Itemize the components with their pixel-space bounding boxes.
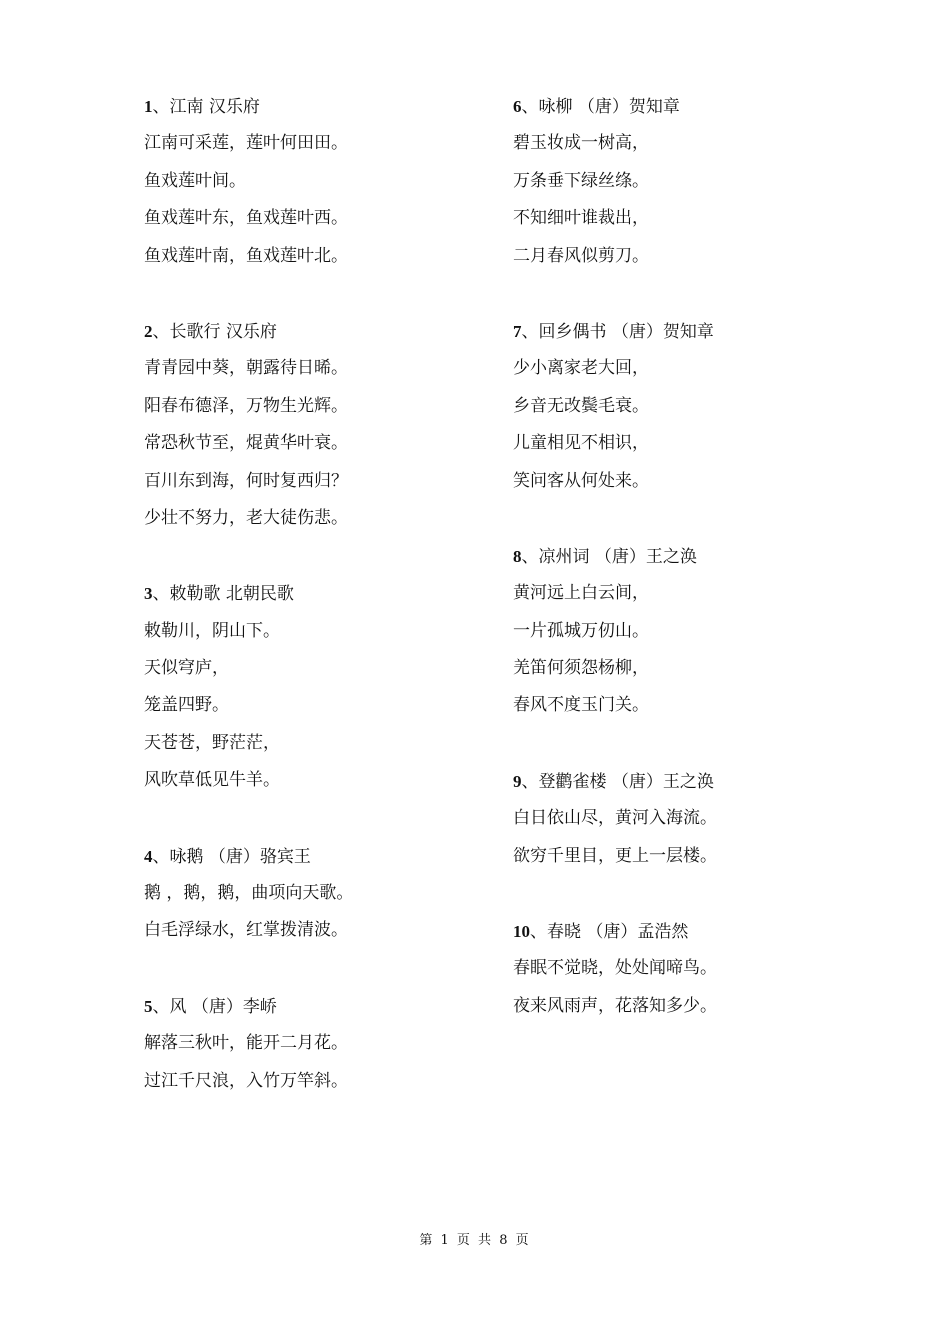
poem-number: 8 (513, 546, 522, 566)
poem-2 (144, 313, 474, 537)
poem-number: 6 (513, 97, 522, 116)
poem-line: 鱼戏莲叶南，鱼戏莲叶北。 (144, 245, 348, 266)
poem-title (144, 575, 474, 612)
poem-line: 敕勒川，阴山下。 (144, 620, 280, 641)
poem-line: 春风不度玉门关。 (513, 695, 649, 716)
poem-title (513, 88, 843, 125)
poem-10 (513, 913, 843, 1025)
poem-title-text: 、敕勒歌 北朝民歌 (152, 584, 294, 605)
poem-5 (144, 988, 474, 1100)
poem-line: 白毛浮绿水，红掌拨清波。 (144, 920, 348, 941)
poem-title (513, 763, 843, 800)
poem-title-text: 、回乡偶书 （唐）贺知章 (521, 321, 714, 342)
poem-line: 常恐秋节至，焜黄华叶衰。 (144, 433, 348, 454)
poem-number: 7 (513, 321, 522, 341)
poem-title-text: 、长歌行 汉乐府 (152, 321, 277, 342)
poem-title (144, 838, 474, 875)
poem-title (144, 313, 474, 350)
poem-line: 春眠不觉晓，处处闻啼鸟。 (513, 958, 717, 979)
poem-line: 欲穷千里目，更上一层楼。 (513, 845, 717, 866)
poem-line: 儿童相见不相识， (513, 433, 649, 454)
poem-number: 1 (144, 97, 153, 116)
poem-line: 百川东到海，何时复西归？ (144, 470, 348, 491)
poem-line: 鱼戏莲叶间。 (144, 170, 246, 191)
poem-line: 夜来风雨声，花落知多少。 (513, 995, 717, 1016)
poem-line: 万条垂下绿丝绦。 (513, 170, 649, 191)
poem-number: 5 (144, 996, 153, 1016)
poem-title-text: 、咏鹅 （唐）骆宾王 (152, 846, 311, 867)
poem-line: 阳春布德泽，万物生光辉。 (144, 395, 348, 416)
poem-title-text: 、风 （唐）李峤 (152, 996, 277, 1017)
poem-line: 乡音无改鬓毛衰。 (513, 395, 649, 416)
poem-line: 江南可采莲，莲叶何田田。 (144, 133, 348, 154)
poem-line: 过江千尺浪，入竹万竿斜。 (144, 1070, 348, 1091)
poem-7 (513, 313, 843, 500)
poem-line: 黄河远上白云间， (513, 583, 649, 604)
page-footer: 第 1 页 共 8 页 (419, 1233, 531, 1248)
poem-title-text: 、春晓 （唐）孟浩然 (530, 922, 689, 943)
poem-line: 少小离家老大回， (513, 358, 649, 379)
poem-line: 碧玉妆成一树高， (513, 133, 649, 154)
poem-number: 9 (513, 771, 522, 791)
poem-line: 不知细叶谁裁出， (513, 208, 649, 229)
poem-number: 2 (144, 321, 153, 341)
poem-title-text: 、登鹳雀楼 （唐）王之涣 (521, 771, 714, 792)
poem-line: 天苍苍，野茫茫， (144, 732, 280, 753)
poem-line: 解落三秋叶，能开二月花。 (144, 1033, 348, 1054)
poem-number: 4 (144, 846, 153, 866)
poem-9 (513, 763, 843, 875)
poem-line: 一片孤城万仞山。 (513, 620, 649, 641)
poem-title-text: 、江南 汉乐府 (152, 97, 260, 117)
poem-line: 白日依山尽，黄河入海流。 (513, 808, 717, 829)
poem-number: 3 (144, 584, 153, 604)
poem-title (144, 988, 474, 1025)
left-column (144, 88, 474, 1138)
poem-line: 青青园中葵，朝露待日晞。 (144, 358, 348, 379)
poem-title (513, 313, 843, 350)
poem-line: 天似穹庐， (144, 658, 229, 679)
poem-title (513, 538, 843, 575)
poem-3 (144, 575, 474, 799)
poem-title-text: 、咏柳 （唐）贺知章 (521, 97, 680, 117)
poem-6 (513, 88, 843, 275)
poem-title (144, 88, 474, 125)
poem-title (513, 913, 843, 950)
poem-8 (513, 538, 843, 725)
right-column (513, 88, 843, 1063)
poem-line: 羌笛何须怨杨柳， (513, 658, 649, 679)
poem-4 (144, 838, 474, 950)
poem-title-text: 、凉州词 （唐）王之涣 (521, 546, 697, 567)
poem-1 (144, 88, 474, 275)
poem-line: 风吹草低见牛羊。 (144, 770, 280, 791)
poem-line: 笑问客从何处来。 (513, 470, 649, 491)
poem-number: 10 (513, 922, 530, 942)
poem-line: 少壮不努力，老大徒伤悲。 (144, 507, 348, 528)
poem-line: 二月春风似剪刀。 (513, 245, 649, 266)
poem-line: 笼盖四野。 (144, 695, 229, 716)
poem-line: 鹅 ，鹅，鹅，曲项向天歌。 (144, 883, 354, 904)
poem-line: 鱼戏莲叶东，鱼戏莲叶西。 (144, 208, 348, 229)
